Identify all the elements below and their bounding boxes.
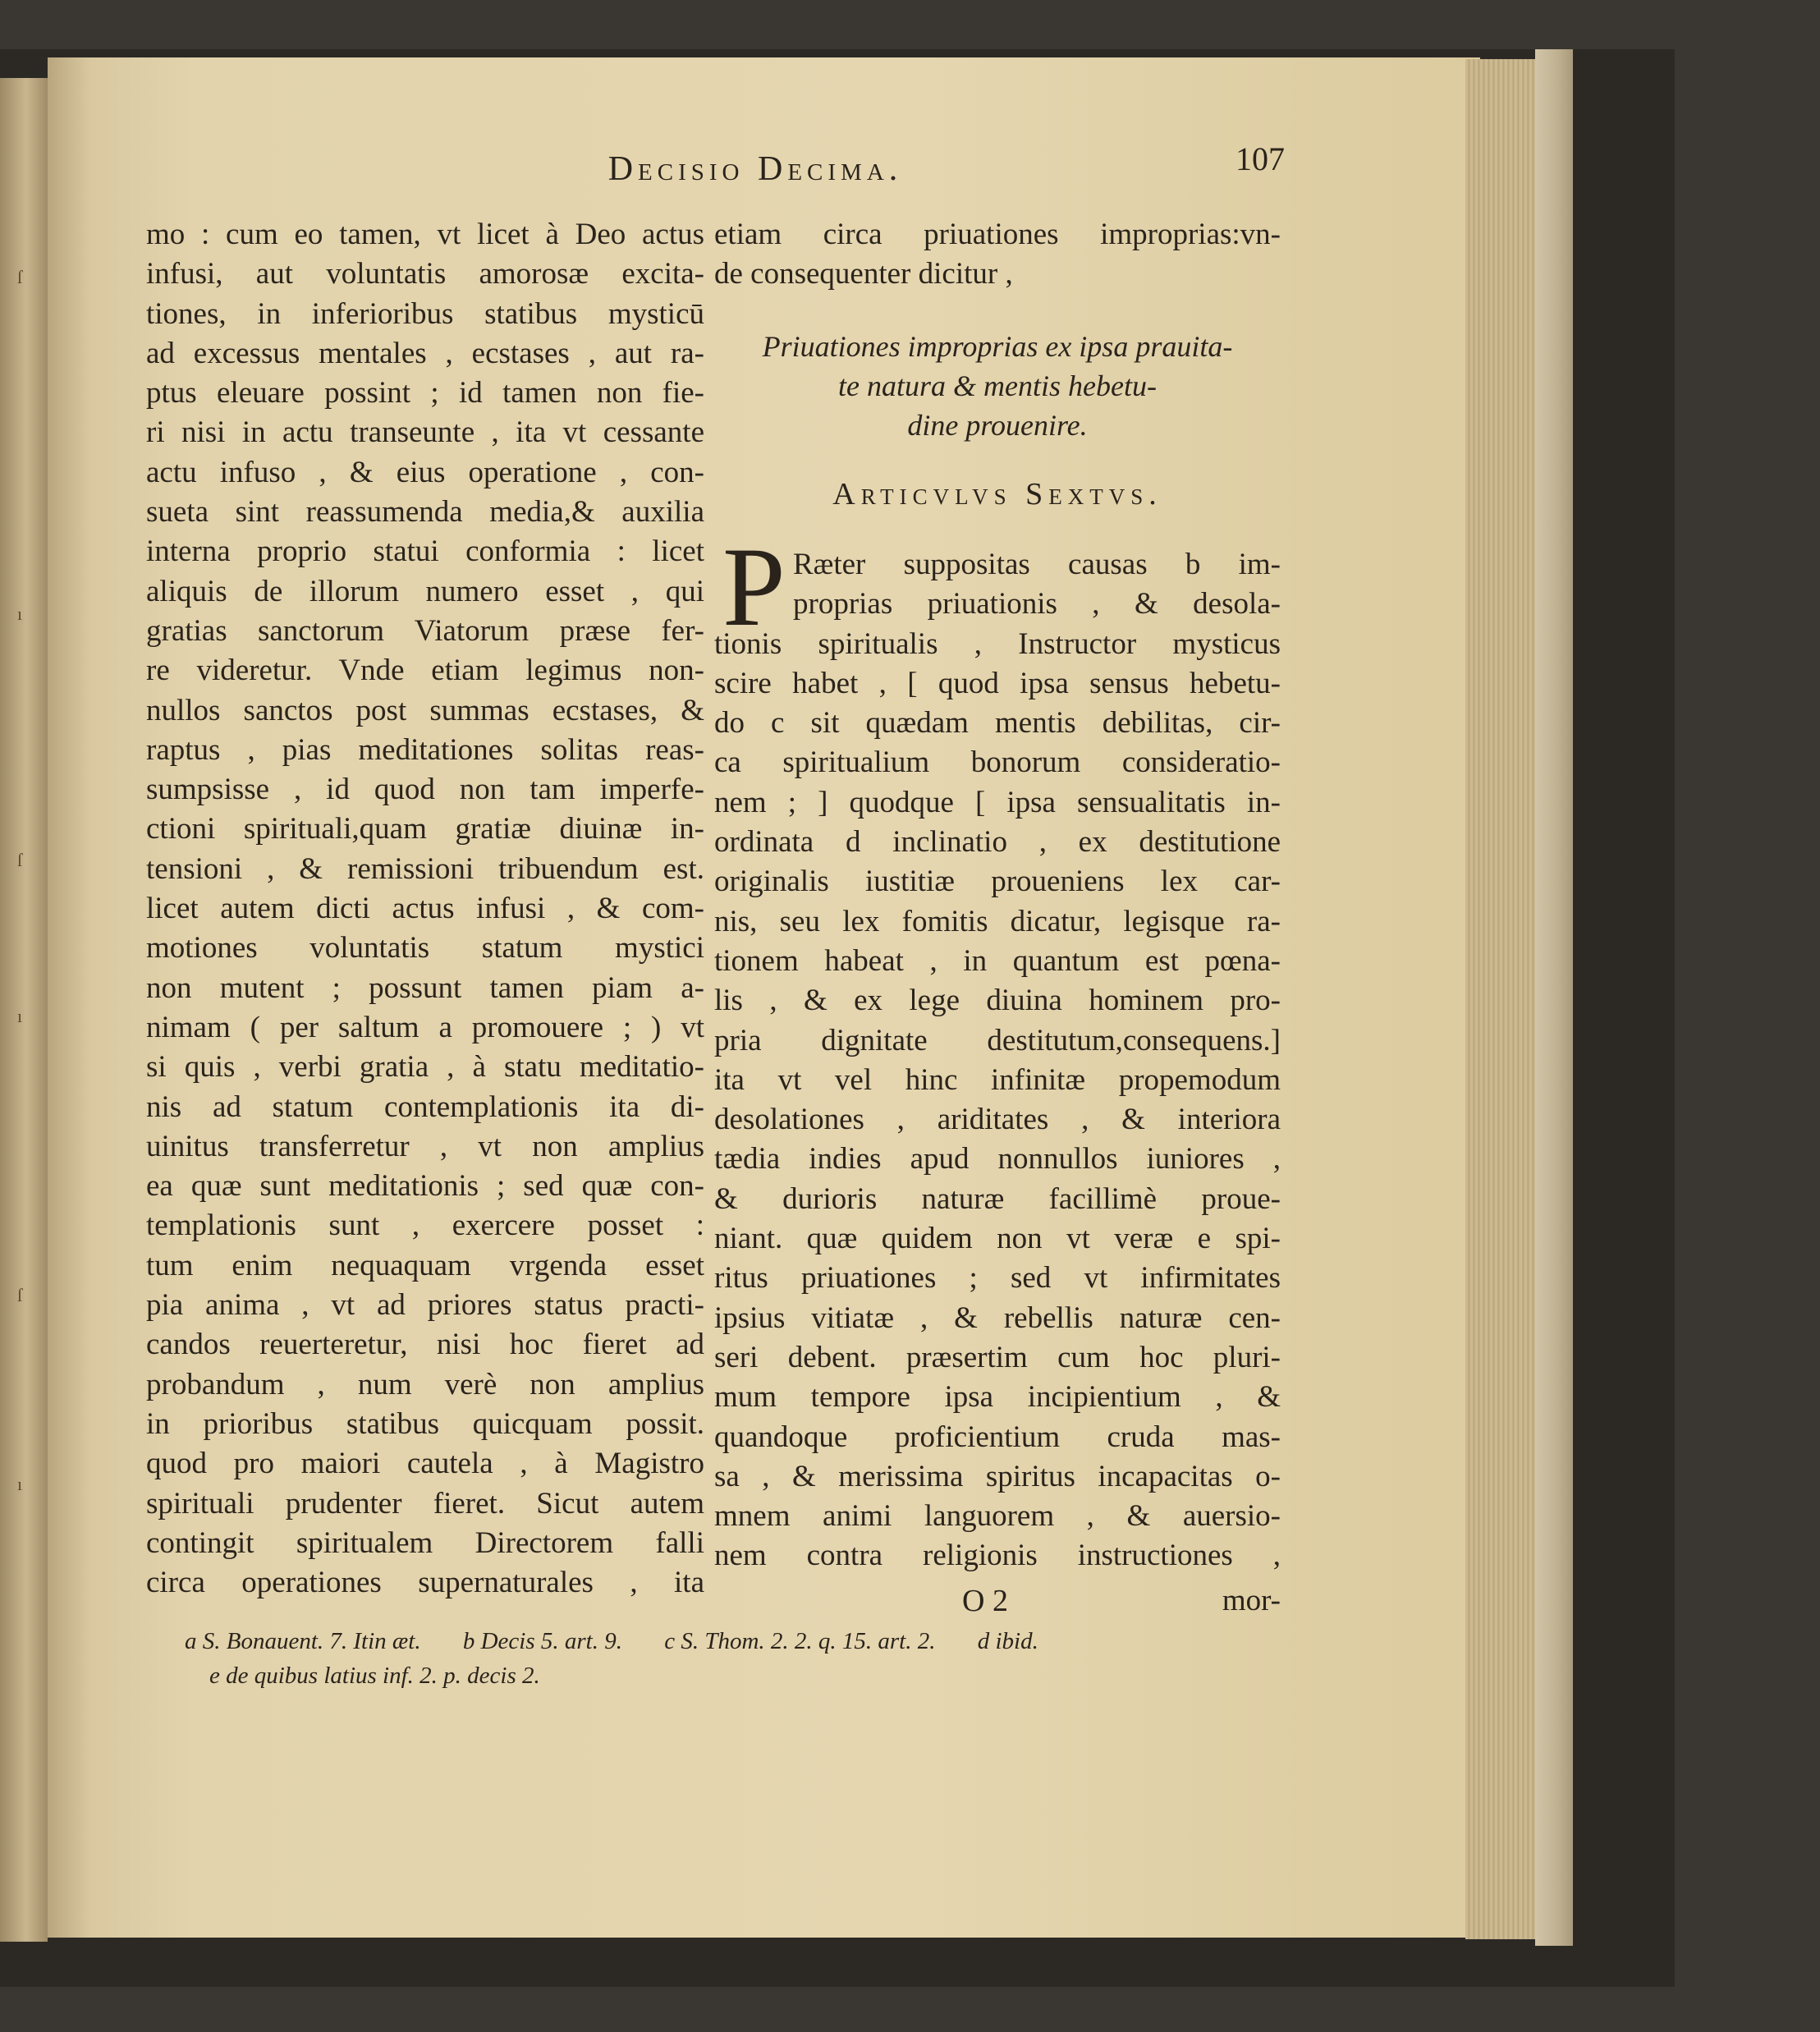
text-line: sumpsisse , id quod non tam imperfe-: [146, 773, 704, 807]
text-line: si quis , verbi gratia , à statu meditatio-: [146, 1050, 704, 1085]
footnote-line: [185, 1624, 1285, 1658]
text-line: ri nisi in actu transeunte , ita vt cessante: [146, 415, 704, 450]
drop-cap: P: [722, 524, 786, 649]
text-line: ca spiritualium bonorum consideratio-: [714, 745, 1281, 780]
text-line: mum tempore ipsa incipientium , &: [714, 1380, 1281, 1415]
text-line: nis, seu lex fomitis dicatur, legisque ra-: [714, 904, 1281, 938]
text-line: de consequenter dicitur ,: [714, 257, 1013, 291]
text-line: probandum , num verè non amplius: [146, 1367, 704, 1401]
text-line: tum enim nequaquam vrgenda esset: [146, 1248, 704, 1282]
article-heading: Articvlvs Sextvs.: [832, 477, 1162, 511]
text-line: templationis sunt , exercere posset :: [146, 1209, 704, 1243]
footnote-line: [185, 1658, 1285, 1693]
text-line: actu infuso , & eius operatione , con-: [146, 455, 704, 489]
text-line: nullos sanctos post summas ecstases, &: [146, 693, 704, 727]
summary-line: Priuationes improprias ex ipsa prauita-: [762, 330, 1233, 363]
page-edges: [1465, 59, 1543, 1939]
left-page-edge: [0, 78, 48, 1942]
text-line: seri debent. præsertim cum hoc pluri-: [714, 1340, 1281, 1374]
text-line: nimam ( per saltum a promouere ; ) vt: [146, 1010, 704, 1044]
text-line: tiones, in inferioribus statibus mysticū: [146, 296, 704, 331]
text-line: etiam circa priuationes improprias:vn-: [714, 218, 1281, 251]
text-line: raptus , pias meditationes solitas reas-: [146, 732, 704, 767]
footnote: b Decis 5. art. 9.: [462, 1628, 622, 1654]
margin-mark: ı: [16, 603, 23, 624]
text-line: pia anima , vt ad priores status practi-: [146, 1288, 704, 1323]
text-line: ipsius vitiatæ , & rebellis naturæ cen-: [714, 1300, 1281, 1335]
text-line: scire habet , [ quod ipsa sensus hebetu-: [714, 666, 1281, 700]
text-line: tensioni , & remissioni tribuendum est.: [146, 851, 704, 886]
text-line: ordinata d inclinatio , ex destitutione: [714, 825, 1281, 860]
text-line: tionis spiritualis , Instructor mysticus: [714, 626, 1281, 661]
margin-mark: ſ: [16, 850, 23, 870]
text-line: proprias priuationis , & desola-: [793, 587, 1281, 622]
text-line: infusi, aut voluntatis amorosæ excita-: [146, 257, 704, 291]
text-line: ita vt vel hinc infinitæ propemodum: [714, 1062, 1281, 1097]
text-line: mo : cum eo tamen, vt licet à Deo actus: [146, 218, 704, 251]
text-line: contingit spiritualem Directorem falli: [146, 1525, 704, 1560]
footnote: e de quibus latius inf. 2. p. decis 2.: [209, 1663, 540, 1689]
text-line: uinitus transferretur , vt non amplius: [146, 1129, 704, 1163]
text-line: nem ; ] quodque [ ipsa sensualitatis in-: [714, 785, 1281, 819]
summary-line: te natura & mentis hebetu-: [838, 369, 1157, 402]
margin-mark: ı: [16, 1474, 23, 1494]
text-line: non mutent ; possunt tamen piam a-: [146, 970, 704, 1005]
text-line: sueta sint reassumenda media,& auxilia: [146, 495, 704, 530]
catchword: mor-: [1222, 1584, 1281, 1617]
text-line: motiones voluntatis statum mystici: [146, 931, 704, 966]
text-line: do c sit quædam mentis debilitas, cir-: [714, 706, 1281, 741]
text-line: niant. quæ quidem non vt veræ e spi-: [714, 1222, 1281, 1256]
text-line: ea quæ sunt meditationis ; sed quæ con-: [146, 1169, 704, 1204]
left-column: [146, 215, 704, 1603]
right-column-top: [714, 215, 1281, 295]
text-line: licet autem dicti actus infusi , & com-: [146, 892, 704, 926]
page-number: 107: [1235, 140, 1285, 177]
margin-mark: ſ: [16, 267, 23, 287]
text-line: Ræter suppositas causas b im-: [793, 548, 1281, 581]
text-line: mnem animi languorem , & auersio-: [714, 1499, 1281, 1534]
text-line: quandoque proficientium cruda mas-: [714, 1420, 1281, 1454]
footnote: c S. Thom. 2. 2. q. 15. art. 2.: [664, 1628, 936, 1654]
text-line: tionem habeat , in quantum est pœna-: [714, 943, 1281, 978]
right-column-body: [714, 545, 1281, 1576]
text-line: aliquis de illorum numero esset , qui: [146, 574, 704, 608]
signature-mark: O 2: [962, 1584, 1008, 1618]
text-line: ad excessus mentales , ecstases , aut ra-: [146, 336, 704, 370]
footnotes: [185, 1624, 1285, 1693]
text-line: ptus eleuare possint ; id tamen non fie-: [146, 376, 704, 411]
text-line: & durioris naturæ facillimè proue-: [714, 1181, 1281, 1216]
text-line: desolationes , ariditates , & interiora: [714, 1103, 1281, 1137]
text-line: sa , & merissima spiritus incapacitas o-: [714, 1459, 1281, 1493]
text-line: gratias sanctorum Viatorum præse fer-: [146, 613, 704, 648]
summary-line: dine prouenire.: [907, 409, 1088, 442]
text-line: originalis iustitiæ proueniens lex car-: [714, 865, 1281, 899]
running-head: Decisio Decima.: [607, 150, 903, 188]
text-line: pria dignitate destitutum,consequens.]: [714, 1023, 1281, 1057]
text-line: in prioribus statibus quicquam possit.: [146, 1406, 704, 1441]
text-line: spirituali prudenter fieret. Sicut autem: [146, 1486, 704, 1521]
text-line: ctioni spirituali,quam gratiæ diuinæ in-: [146, 812, 704, 846]
footnote: d ibid.: [977, 1628, 1038, 1654]
text-line: circa operationes supernaturales , ita: [146, 1566, 704, 1600]
article-summary: [714, 327, 1281, 445]
margin-mark: ſ: [16, 1285, 23, 1305]
book-cover-edge: [1535, 49, 1573, 1946]
text-line: ritus priuationes ; sed vt infirmitates: [714, 1261, 1281, 1296]
text-line: re videretur. Vnde etiam legimus non-: [146, 654, 704, 688]
margin-mark: ı: [16, 1006, 23, 1026]
text-line: nis ad statum contemplationis ita di-: [146, 1089, 704, 1124]
text-line: candos reuerteretur, nisi hoc fieret ad: [146, 1328, 704, 1362]
text-line: nem contra religionis instructiones ,: [714, 1539, 1281, 1573]
text-line: quod pro maiori cautela , à Magistro: [146, 1447, 704, 1481]
footnote: a S. Bonauent. 7. Itin æt.: [185, 1628, 421, 1654]
text-line: interna proprio statui conformia : licet: [146, 534, 704, 569]
text-line: tædia indies apud nonnullos iuniores ,: [714, 1142, 1281, 1177]
text-line: lis , & ex lege diuina hominem pro-: [714, 984, 1281, 1018]
